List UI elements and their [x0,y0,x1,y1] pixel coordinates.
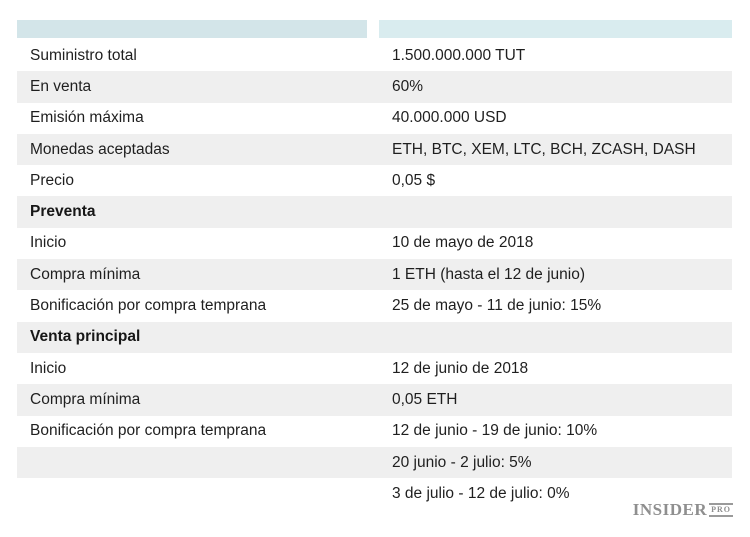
row-value: 60% [392,77,424,95]
table-row [17,228,732,259]
row-label: En venta [30,77,92,95]
row-value: 3 de julio - 12 de julio: 0% [392,484,570,502]
row-value: 12 de junio de 2018 [392,359,529,377]
row-label: Preventa [30,203,96,221]
row-label: Monedas aceptadas [30,140,170,158]
table-row [17,290,732,321]
row-label: Bonificación por compra temprana [30,422,267,440]
row-value: 20 junio - 2 julio: 5% [392,453,532,471]
table-row [17,196,732,227]
header-bar-right [379,20,732,38]
table-row [17,416,732,447]
row-value: 1 ETH (hasta el 12 de junio) [392,265,585,283]
row-label: Compra mínima [30,265,141,283]
row-label: Inicio [30,234,67,252]
table-row [17,165,732,196]
row-label: Emisión máxima [30,109,144,127]
table-row [17,353,732,384]
table-row [17,71,732,102]
row-label: Bonificación por compra temprana [30,297,267,315]
row-label: Precio [30,171,74,189]
row-value: 12 de junio - 19 de junio: 10% [392,422,598,440]
row-label: Venta principal [30,328,141,346]
logo-text-insider: INSIDER [632,500,708,519]
row-value: 25 de mayo - 11 de junio: 15% [392,297,602,315]
token-sale-table [17,20,732,509]
table-row [17,259,732,290]
row-value: 0,05 $ [392,171,436,189]
table-row [17,478,732,509]
table-body [17,40,732,509]
table-header-row [17,20,732,38]
row-label: Suministro total [30,46,137,64]
table-row [17,40,732,71]
row-label: Compra mínima [30,390,141,408]
table-row [17,384,732,415]
row-label: Inicio [30,359,67,377]
table-row [17,322,732,353]
row-value: 1.500.000.000 TUT [392,46,526,64]
row-value: 0,05 ETH [392,390,458,408]
table-row [17,134,732,165]
header-bar-left [17,20,367,38]
logo-text-pro: PRO [709,503,733,517]
row-value: 10 de mayo de 2018 [392,234,534,252]
insider-pro-logo [633,501,733,518]
row-value: 40.000.000 USD [392,109,507,127]
table-row [17,103,732,134]
row-value: ETH, BTC, XEM, LTC, BCH, ZCASH, DASH [392,140,696,158]
table-row [17,447,732,478]
